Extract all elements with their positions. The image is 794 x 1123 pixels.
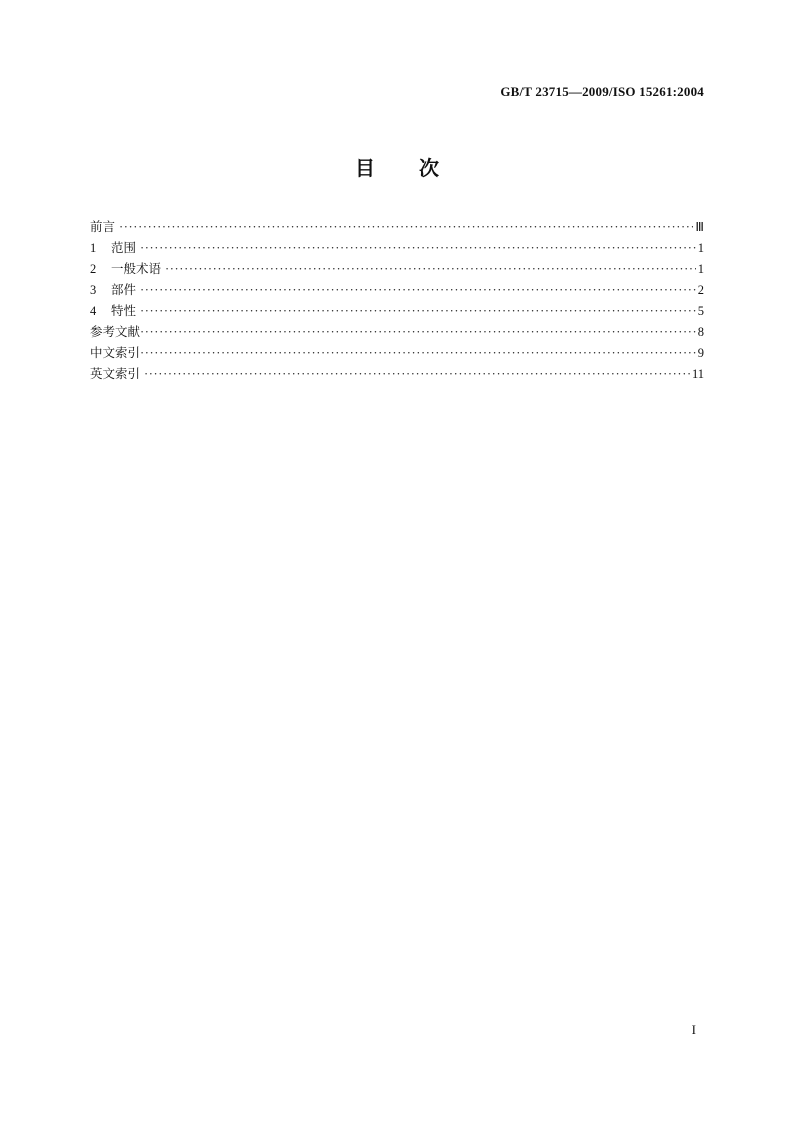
toc-entry-number: 3: [90, 283, 97, 297]
toc-entry-label: [90, 216, 119, 237]
toc-entry-page: 1: [697, 241, 704, 255]
dot-leader: [140, 301, 696, 322]
toc-entry-chinese-index[interactable]: [90, 342, 704, 363]
toc-entry-label: [90, 279, 140, 301]
title-char-2: 次: [419, 156, 439, 180]
toc-entry-general-terms[interactable]: [90, 258, 704, 279]
toc-entry-label: [90, 300, 140, 322]
toc-entry-page: 8: [697, 325, 704, 339]
toc-entry-label: [90, 258, 165, 280]
toc-entry-label: [90, 363, 144, 384]
toc-entry-title: 范围: [111, 240, 137, 255]
toc-entry-title: 中文索引: [90, 345, 141, 360]
dot-leader: [140, 343, 696, 364]
toc-entry-components[interactable]: [90, 279, 704, 300]
toc-entry-number: 1: [90, 241, 97, 255]
standard-number: GB/T 23715—2009/ISO 15261:2004: [500, 84, 704, 99]
toc-entry-label: [90, 321, 140, 342]
toc-entry-scope[interactable]: [90, 237, 704, 258]
toc-entry-label: [90, 342, 140, 363]
toc-entry-title: 英文索引: [90, 366, 141, 381]
toc-entry-characteristics[interactable]: [90, 300, 704, 321]
dot-leader: [119, 217, 693, 238]
toc-entry-page: 11: [691, 367, 704, 381]
title-char-1: 目: [355, 156, 375, 180]
toc-entry-number: 4: [90, 304, 97, 318]
toc-entry-title: 一般术语: [111, 261, 162, 276]
dot-leader: [140, 322, 696, 343]
toc-entry-label: [90, 237, 140, 259]
page-number: I: [691, 1022, 696, 1037]
toc-entry-title: 部件: [111, 282, 137, 297]
page-title: [0, 152, 794, 181]
toc-entry-page: Ⅲ: [695, 220, 704, 234]
dot-leader: [140, 238, 696, 259]
table-of-contents: [90, 216, 704, 384]
dot-leader: [144, 364, 690, 385]
toc-entry-number: 2: [90, 262, 97, 276]
dot-leader: [140, 280, 696, 301]
toc-entry-page: 2: [697, 283, 704, 297]
toc-entry-english-index[interactable]: [90, 363, 704, 384]
toc-entry-page: 1: [697, 262, 704, 276]
dot-leader: [165, 259, 696, 280]
toc-entry-title: 前言: [90, 219, 116, 234]
toc-entry-title: 特性: [111, 303, 137, 318]
toc-entry-page: 9: [697, 346, 704, 360]
toc-entry-title: 参考文献: [90, 324, 141, 339]
toc-entry-bibliography[interactable]: [90, 321, 704, 342]
toc-entry-foreword[interactable]: [90, 216, 704, 237]
toc-entry-page: 5: [697, 304, 704, 318]
